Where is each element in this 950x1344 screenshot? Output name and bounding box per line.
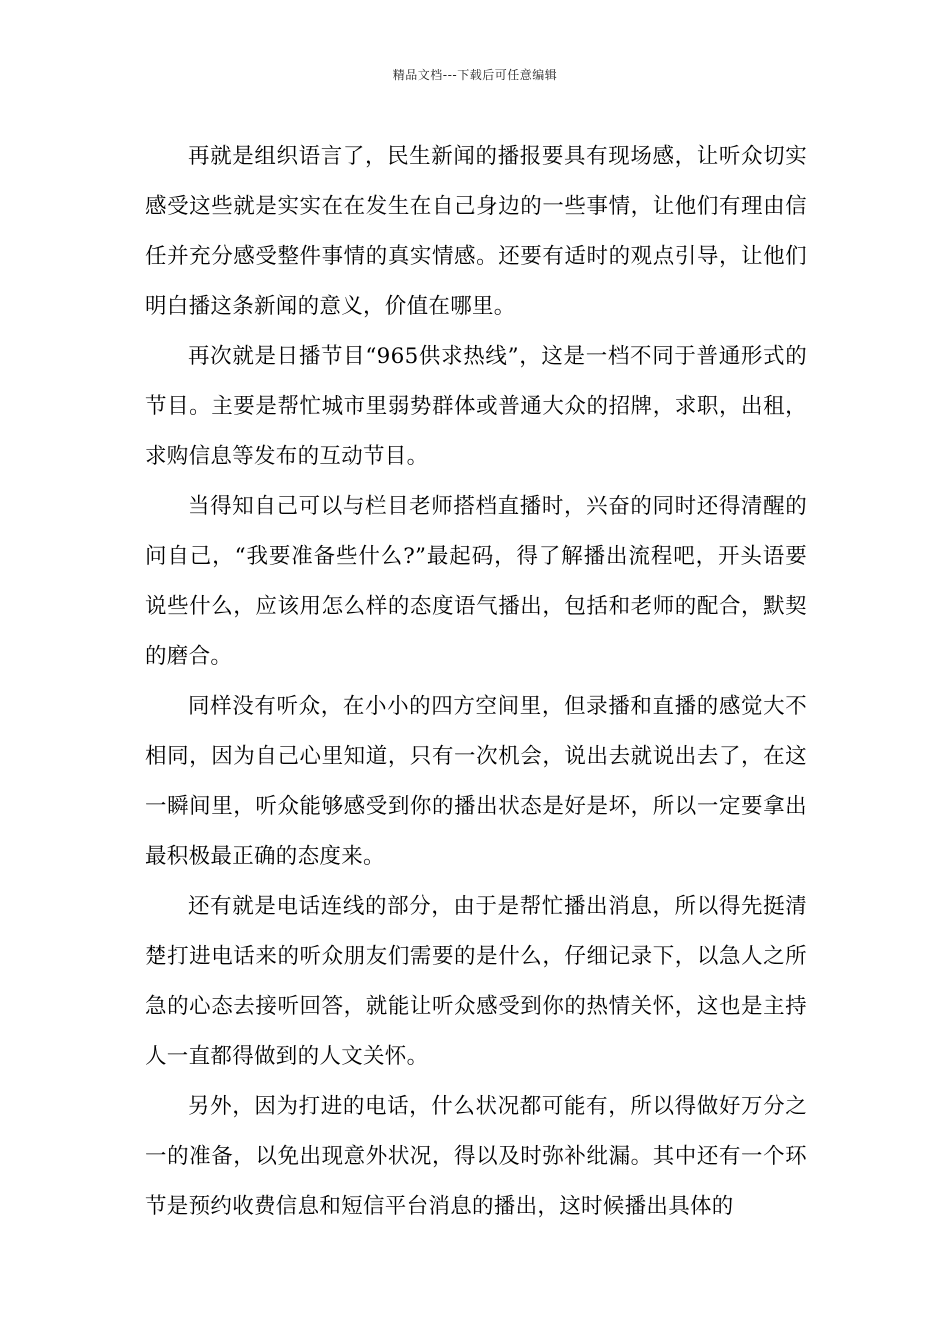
paragraph-6: 另外，因为打进的电话，什么状况都可能有，所以得做好万分之一的准备，以免出现意外状况，得以及时弥补纰漏。其中还有一个环节是预约收费信息和短信平台消息的播出，这时候播出具体的	[145, 1094, 807, 1219]
paragraph-4: 同样没有听众，在小小的四方空间里，但录播和直播的感觉大不相同，因为自己心里知道，只有一次机会，说出去就说出去了，在这一瞬间里，听众能够感受到你的播出状态是好是坏，所以一定要拿出最积极最正确的态度来。	[145, 694, 807, 869]
paragraph-1: 再就是组织语言了，民生新闻的播报要具有现场感，让听众切实感受这些就是实实在在发生在自己身边的一些事情，让他们有理由信任并充分感受整件事情的真实情感。还要有适时的观点引导，让他们明白播这条新闻的意义，价值在哪里。	[145, 144, 807, 319]
paragraph-3: 当得知自己可以与栏目老师搭档直播时，兴奋的同时还得清醒的问自己，“我要准备些什么?”最起码，得了解播出流程吧，开头语要说些什么，应该用怎么样的态度语气播出，包括和老师的配合，默契的磨合。	[145, 494, 807, 669]
page-header: 精品文档---下载后可任意编辑	[392, 68, 558, 82]
paragraph-2: 再次就是日播节目“965供求热线”，这是一档不同于普通形式的节目。主要是帮忙城市里弱势群体或普通大众的招牌，求职，出租，求购信息等发布的互动节目。	[145, 344, 807, 469]
paragraph-5: 还有就是电话连线的部分，由于是帮忙播出消息，所以得先挺清楚打进电话来的听众朋友们需要的是什么，仔细记录下，以急人之所急的心态去接听回答，就能让听众感受到你的热情关怀，这也是主持人一直都得做到的人文关怀。	[145, 894, 807, 1069]
document-body	[145, 132, 807, 1232]
